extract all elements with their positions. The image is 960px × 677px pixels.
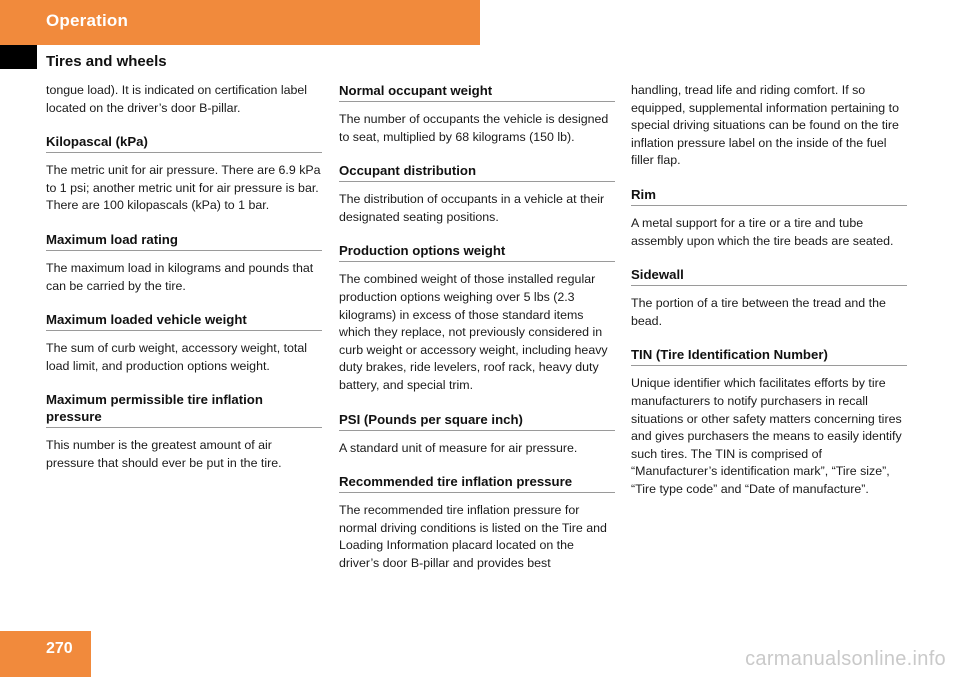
text-column-3	[631, 82, 907, 499]
glossary-heading: TIN (Tire Identification Number)	[631, 346, 907, 366]
glossary-heading: Kilopascal (kPa)	[46, 133, 322, 153]
glossary-heading: Maximum load rating	[46, 231, 322, 251]
glossary-text: A metal support for a tire or a tire and tube assembly upon which the tire beads are seated.	[631, 215, 894, 248]
glossary-section	[339, 242, 615, 394]
glossary-text: The metric unit for air pressure. There are 6.9 kPa to 1 psi; another metric unit for air pressure is bar. There are 100 kilopascals (kPa) to 1 bar.	[46, 163, 321, 213]
glossary-section	[339, 162, 615, 226]
glossary-text: handling, tread life and riding comfort. If so equipped, supplemental information pertaining to special driving situations can be found on the tire inflation pressure label on the inside of the fuel filler flap.	[631, 83, 899, 168]
glossary-heading: Rim	[631, 186, 907, 206]
section-title: Operation	[46, 11, 129, 30]
glossary-section	[631, 266, 907, 330]
glossary-heading: Normal occupant weight	[339, 82, 615, 102]
glossary-text: Unique identifier which facilitates efforts by tire manufacturers to notify purchasers in recall situations or other safety matters concerning tires and gives purchasers the means to easily identify such tires. The TIN is comprised of “Manufacturer’s identification mark”, “Tire size”, “Tire type code” and “Date of manufacture”.	[631, 376, 902, 496]
header-marker-block	[0, 45, 37, 69]
glossary-heading: Maximum loaded vehicle weight	[46, 311, 322, 331]
glossary-section	[631, 346, 907, 498]
page-number: 270	[46, 640, 73, 657]
glossary-text: The sum of curb weight, accessory weight, total load limit, and production options weight.	[46, 341, 308, 373]
glossary-heading: PSI (Pounds per square inch)	[339, 411, 615, 431]
glossary-text: tongue load). It is indicated on certification label located on the driver’s door B-pillar.	[46, 83, 308, 115]
watermark-text: carmanualsonline.info	[745, 648, 946, 670]
glossary-heading: Production options weight	[339, 242, 615, 262]
glossary-section	[46, 391, 322, 472]
glossary-text: The number of occupants the vehicle is designed to seat, multiplied by 68 kilograms (150 lb).	[339, 112, 609, 144]
glossary-heading: Recommended tire inflation pressure	[339, 473, 615, 493]
glossary-text: The recommended tire inflation pressure for normal driving conditions is listed on the Tire and Loading Information placard located on the driver’s door B-pillar and provides best	[339, 503, 607, 570]
section-header-bar	[0, 0, 480, 45]
glossary-section	[631, 186, 907, 250]
glossary-text: The portion of a tire between the tread and the bead.	[631, 296, 886, 328]
glossary-text: The combined weight of those installed regular production options weighing over 5 lbs (2.3 kilograms) in excess of those standard items which they replace, not previously considered in curb weight or accessory weight, including heavy duty brakes, ride levelers, roof rack, heavy duty battery, and special trim.	[339, 272, 608, 392]
glossary-section	[339, 82, 615, 146]
glossary-heading: Sidewall	[631, 266, 907, 286]
text-column-2	[339, 82, 615, 573]
glossary-section	[339, 411, 615, 458]
glossary-section	[339, 473, 615, 572]
glossary-section	[46, 231, 322, 295]
glossary-text: This number is the greatest amount of air pressure that should ever be put in the tire.	[46, 438, 282, 470]
glossary-section	[631, 82, 907, 170]
page-subtitle: Tires and wheels	[46, 53, 167, 70]
glossary-heading: Occupant distribution	[339, 162, 615, 182]
page-number-tab	[0, 631, 91, 677]
glossary-section	[46, 82, 322, 117]
text-column-1	[46, 82, 322, 473]
glossary-text: The maximum load in kilograms and pounds that can be carried by the tire.	[46, 260, 314, 293]
glossary-section	[46, 133, 322, 215]
glossary-heading: Maximum permissible tire inflation pressure	[46, 391, 322, 428]
glossary-text: A standard unit of measure for air pressure.	[339, 440, 578, 455]
glossary-text: The distribution of occupants in a vehicle at their designated seating positions.	[339, 192, 605, 224]
glossary-section	[46, 311, 322, 375]
